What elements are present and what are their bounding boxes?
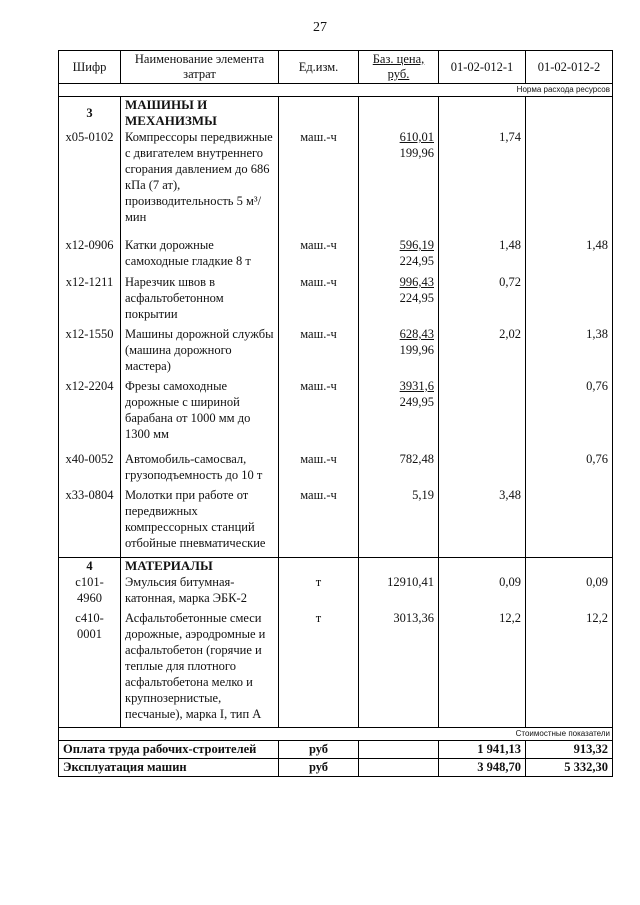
cell-name: Катки дорожные самоходные гладкие 8 т xyxy=(121,237,279,274)
header-code: Шифр xyxy=(59,51,121,84)
cell-price-current: 224,95 xyxy=(399,291,434,305)
header-name: Наименование элемента затрат xyxy=(121,51,279,84)
cell-value-2: 12,2 xyxy=(526,610,613,728)
cell-price-base: 628,43 xyxy=(399,327,434,341)
cell-code: х12-1211 xyxy=(59,274,121,326)
cell-name: Машины дорожной службы (машина дорожного мастера) xyxy=(121,326,279,378)
cell-unit: маш.-ч xyxy=(279,129,359,237)
cell-price-current: 199,96 xyxy=(399,343,434,357)
cell-unit: маш.-ч xyxy=(279,326,359,378)
cell-price-current: 12910,41 xyxy=(359,574,439,610)
cell-price-current: 782,48 xyxy=(399,452,434,466)
cell-unit: маш.-ч xyxy=(279,274,359,326)
cell-value-2: 1,48 xyxy=(526,237,613,274)
cell-value-2: 0,09 xyxy=(526,574,613,610)
cell-price-current: 249,95 xyxy=(399,395,434,409)
cell-price-base: 610,01 xyxy=(399,130,434,144)
cell-code: х12-1550 xyxy=(59,326,121,378)
cell-value-2: 1,38 xyxy=(526,326,613,378)
table-row xyxy=(59,129,613,237)
cell-code: х12-2204 xyxy=(59,378,121,451)
table-header-row xyxy=(59,51,613,84)
section-number: 4 xyxy=(86,558,93,573)
cell-name: Асфальтобетонные смеси дорожные, аэродромные и асфальтобетон (горячие и теплые для плотного асфальтобетона мелко и крупнозернистые, песчаные), марка I, тип А xyxy=(121,610,279,728)
section-row-materials xyxy=(59,557,613,574)
cell-value-1: 2,02 xyxy=(439,326,526,378)
cell-code: х40-0052 xyxy=(59,451,121,487)
norm-band: Норма расхода ресурсов xyxy=(59,84,613,97)
cell-unit: маш.-ч xyxy=(279,237,359,274)
table-row xyxy=(59,378,613,451)
cell-value-1: 1,48 xyxy=(439,237,526,274)
norm-band-row xyxy=(59,84,613,97)
cell-value-1: 0,09 xyxy=(439,574,526,610)
table-row xyxy=(59,237,613,274)
cell-value-1: 0,72 xyxy=(439,274,526,326)
cell-value-1: 3,48 xyxy=(439,487,526,557)
total-value-2: 5 332,30 xyxy=(526,759,613,777)
cell-code: х12-0906 xyxy=(59,237,121,274)
section-row-machines xyxy=(59,97,613,130)
cost-band-row xyxy=(59,728,613,741)
cell-unit: маш.-ч xyxy=(279,378,359,451)
total-name: Оплата труда рабочих-строителей xyxy=(59,741,279,759)
cell-name: Автомобиль-самосвал, грузоподъемность до 10 т xyxy=(121,451,279,487)
cell-value-2: 0,76 xyxy=(526,451,613,487)
table-row xyxy=(59,574,613,610)
cell-price-base: 596,19 xyxy=(399,238,434,252)
table-row xyxy=(59,610,613,728)
cell-value-1 xyxy=(439,451,526,487)
cell-price-base: 3931,6 xyxy=(399,379,434,393)
cell-code: с101-4960 xyxy=(59,574,121,610)
cell-price-current: 3013,36 xyxy=(359,610,439,728)
header-unit: Ед.изм. xyxy=(279,51,359,84)
total-name: Эксплуатация машин xyxy=(59,759,279,777)
cell-price-current: 224,95 xyxy=(399,254,434,268)
total-value-1: 3 948,70 xyxy=(439,759,526,777)
total-unit: руб xyxy=(279,759,359,777)
total-unit: руб xyxy=(279,741,359,759)
cell-unit: т xyxy=(279,574,359,610)
cell-value-1 xyxy=(439,378,526,451)
section-title: МАШИНЫ И МЕХАНИЗМЫ xyxy=(125,97,217,128)
cell-value-2 xyxy=(526,274,613,326)
cell-price-base: 996,43 xyxy=(399,275,434,289)
total-row xyxy=(59,741,613,759)
table-row xyxy=(59,451,613,487)
cell-value-1: 12,2 xyxy=(439,610,526,728)
header-col2: 01-02-012-2 xyxy=(526,51,613,84)
resource-table xyxy=(58,50,613,777)
page-number: 27 xyxy=(313,20,327,35)
total-value-1: 1 941,13 xyxy=(439,741,526,759)
cell-code: с410-0001 xyxy=(59,610,121,728)
cell-value-1: 1,74 xyxy=(439,129,526,237)
section-number: 3 xyxy=(86,106,93,120)
cell-unit: маш.-ч xyxy=(279,451,359,487)
total-row xyxy=(59,759,613,777)
header-base-price: Баз. цена, руб. xyxy=(359,51,439,84)
cell-unit: т xyxy=(279,610,359,728)
cell-price-current: 5,19 xyxy=(412,488,434,502)
cell-value-2 xyxy=(526,129,613,237)
cell-code: х33-0804 xyxy=(59,487,121,557)
cell-code: х05-0102 xyxy=(59,129,121,237)
cell-value-2 xyxy=(526,487,613,557)
cell-name: Молотки при работе от передвижных компрессорных станций отбойные пневматические xyxy=(121,487,279,557)
cell-name: Эмульсия битумная-катонная, марка ЭБК-2 xyxy=(121,574,279,610)
section-title: МАТЕРИАЛЫ xyxy=(125,557,213,573)
cell-price-current: 199,96 xyxy=(399,146,434,160)
table-row xyxy=(59,274,613,326)
header-col1: 01-02-012-1 xyxy=(439,51,526,84)
cell-value-2: 0,76 xyxy=(526,378,613,451)
total-value-2: 913,32 xyxy=(526,741,613,759)
cell-name: Компрессоры передвижные с двигателем внутреннего сгорания давлением до 686 кПа (7 ат), производительность 5 м³/мин xyxy=(121,129,279,237)
table-row xyxy=(59,326,613,378)
cell-name: Фрезы самоходные дорожные с шириной барабана от 1000 мм до 1300 мм xyxy=(121,378,279,451)
cost-band: Стоимостные показатели xyxy=(59,728,613,741)
cell-unit: маш.-ч xyxy=(279,487,359,557)
cell-name: Нарезчик швов в асфальтобетонном покрытии xyxy=(121,274,279,326)
table-row xyxy=(59,487,613,557)
